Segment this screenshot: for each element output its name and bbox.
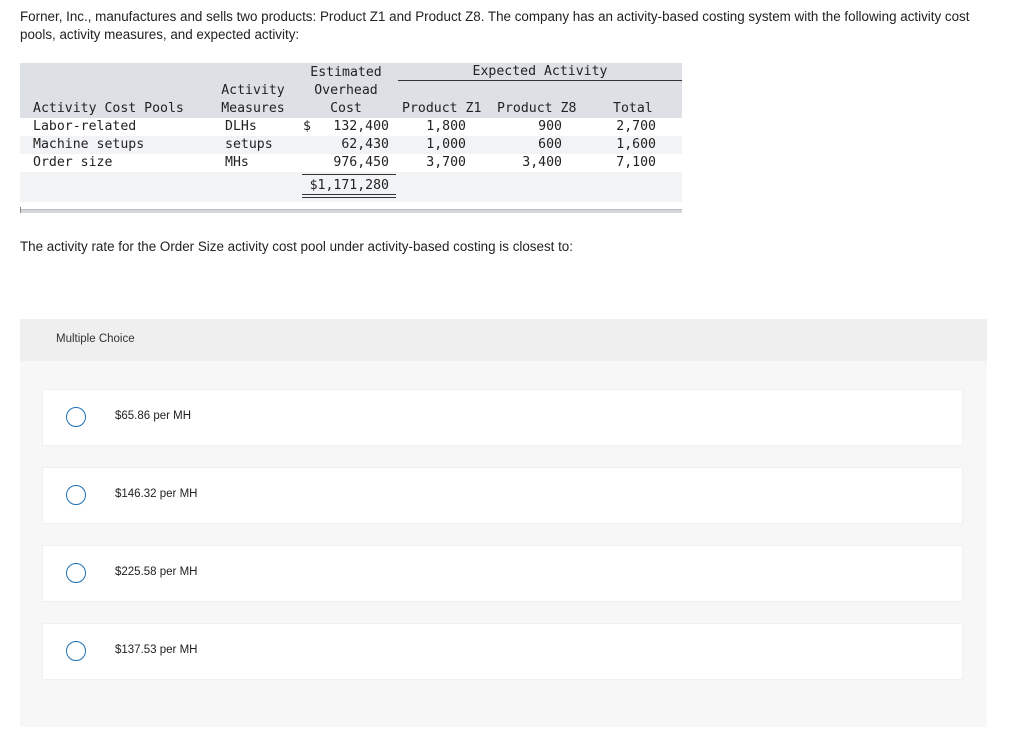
expected-activity-rule [398,80,682,81]
multiple-choice-panel [20,319,987,727]
header-expected-activity: Expected Activity [472,64,608,79]
choice-option-2[interactable] [42,467,963,524]
header-cost-line3: Cost [330,101,362,116]
row-order-pool: Order size [33,155,113,170]
problem-intro: Forner, Inc., manufactures and sells two products: Product Z1 and Product Z8. The company has an activity-based costing system with the following activity cost pools, activity measures, and expected activity: [20,9,970,42]
header-cost-pools: Activity Cost Pools [33,101,184,116]
total-double-rule-1 [302,194,396,195]
header-total: Total [613,101,653,116]
radio-circle-icon[interactable] [66,641,86,661]
row-order-z1: 3,700 [426,155,466,170]
question-text: The activity rate for the Order Size activity cost pool under activity-based costing is closest to: [20,239,573,254]
header-cost-line1: Estimated [310,65,382,80]
table-bottom-rule [20,209,682,213]
row-labor-measure: DLHs [225,119,257,134]
row-labor-dollar: $ [303,119,311,134]
row-order-cost: 976,450 [333,155,389,170]
header-product-z1: Product Z1 [402,101,482,116]
row-setups-cost: 62,430 [341,137,389,152]
header-measures-line1: Activity [221,83,285,98]
radio-circle-icon[interactable] [66,485,86,505]
row-setups-pool: Machine setups [33,137,145,152]
table-bottom-tick [20,207,21,213]
total-double-rule-2 [302,197,396,198]
row-setups-measure: setups [225,137,273,152]
row-setups-z8: 600 [538,137,562,152]
row-labor-cost: 132,400 [333,119,389,134]
choice-label: $225.58 per MH [115,566,198,578]
choice-option-4[interactable] [42,623,963,680]
row-setups-z1: 1,000 [426,137,466,152]
radio-circle-icon[interactable] [66,563,86,583]
total-cost: $1,171,280 [309,178,389,193]
row-order-z8: 3,400 [522,155,562,170]
choice-option-3[interactable] [42,545,963,602]
row-setups-total: 1,600 [616,137,656,152]
multiple-choice-header [20,319,987,361]
choice-option-1[interactable] [42,389,963,446]
header-cost-line2: Overhead [314,83,378,98]
multiple-choice-label: Multiple Choice [56,333,135,345]
row-labor-pool: Labor-related [33,119,137,134]
row-order-total: 7,100 [616,155,656,170]
total-rule-top [302,174,396,175]
header-product-z8: Product Z8 [497,101,577,116]
header-measures-line2: Measures [221,101,285,116]
choice-label: $65.86 per MH [115,410,192,422]
choice-label: $137.53 per MH [115,644,198,656]
activity-table [20,63,682,213]
row-labor-z1: 1,800 [426,119,466,134]
radio-circle-icon[interactable] [66,407,86,427]
row-order-measure: MHs [225,155,249,170]
row-labor-z8: 900 [538,119,562,134]
choice-label: $146.32 per MH [115,488,198,500]
row-labor-total: 2,700 [616,119,656,134]
